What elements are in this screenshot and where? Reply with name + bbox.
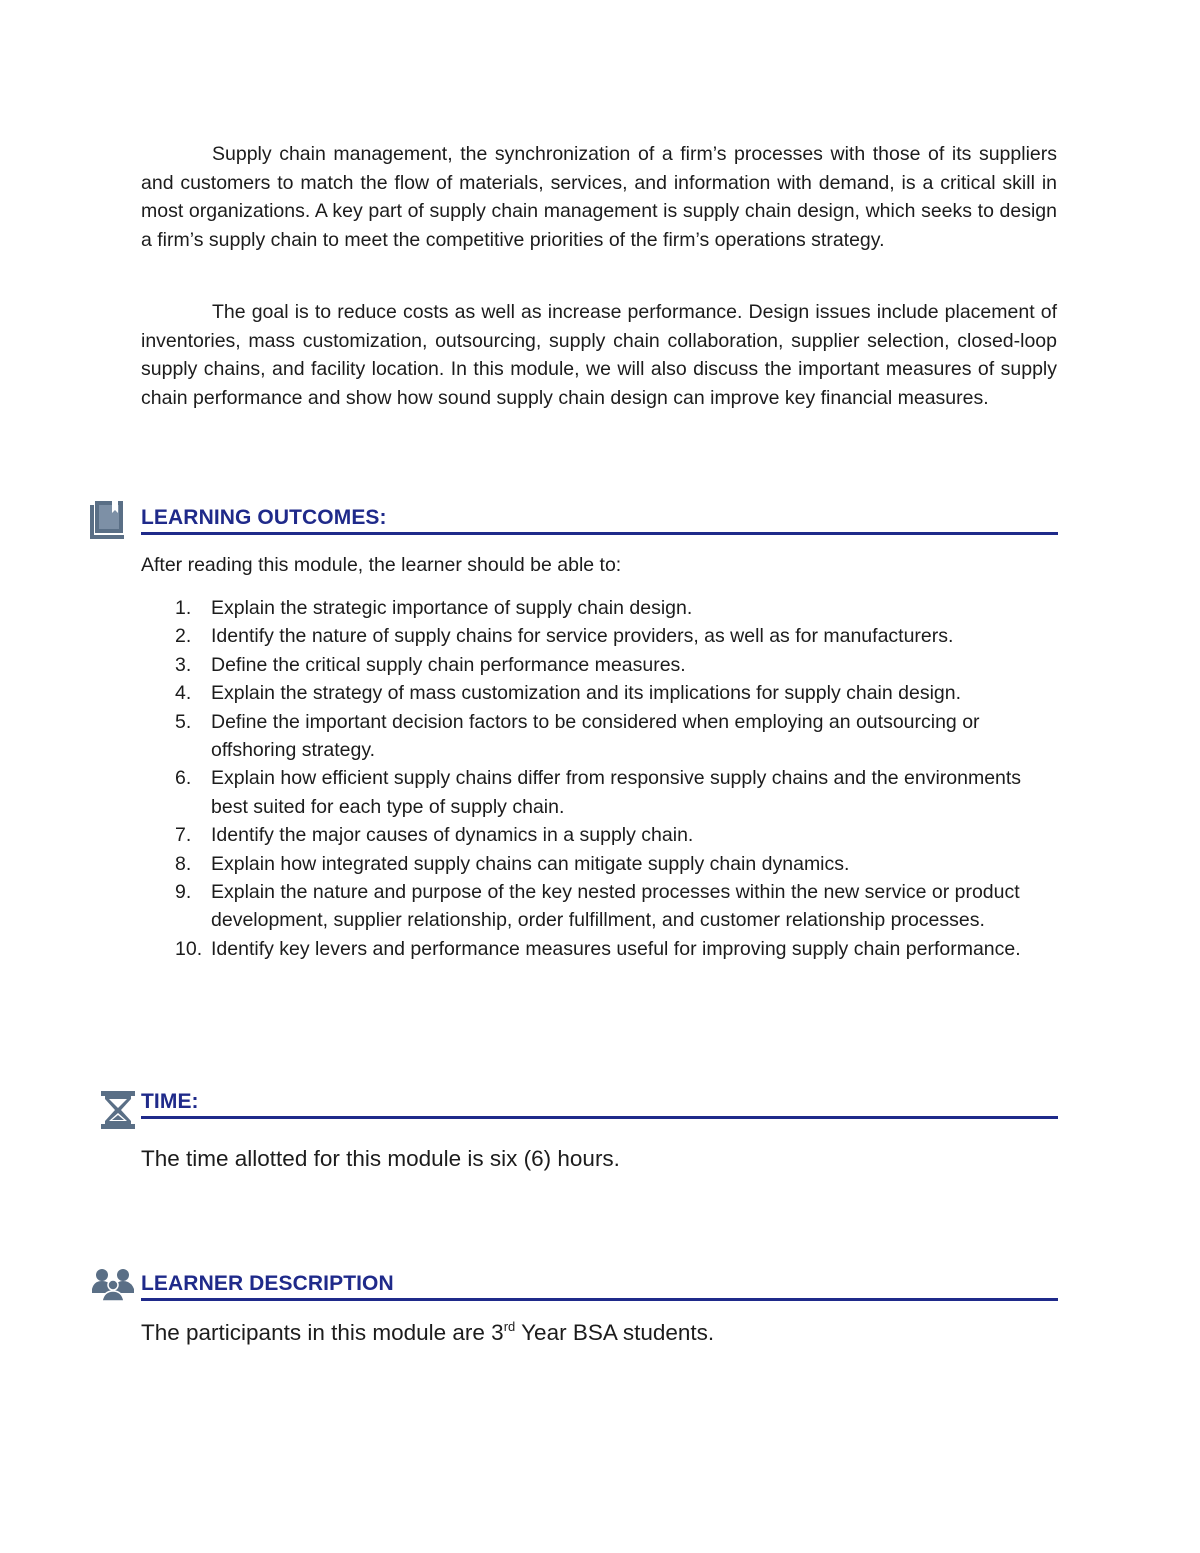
learning-outcome-text: Explain how integrated supply chains can mitigate supply chain dynamics. [211,852,850,875]
learning-outcomes-list [141,594,1057,963]
learning-outcome-number: 5. [175,710,192,733]
learning-outcome-number: 8. [175,852,192,875]
learning-outcome-text: Explain how efficient supply chains differ from responsive supply chains and the environments best suited for each type of supply chain. [211,767,1022,818]
learning-outcome-item [141,821,1057,849]
intro-paragraph-2: The goal is to reduce costs as well as increase performance. Design issues include placement of inventories, mass customization, outsourcing, supply chain collaboration, supplier selection, closed-loop supply chains, and facility location. In this module, we will also discuss the important measures of supply chain performance and show how sound supply chain design can improve key financial measures. [141,301,1057,409]
learning-outcome-item [141,679,1057,707]
learning-outcome-item [141,935,1057,963]
learning-outcome-text: Explain the nature and purpose of the key nested processes within the new service or product development, supplier relationship, order fulfillment, and customer relationship processes. [211,881,1020,932]
learning-outcome-text: Explain the strategic importance of supply chain design. [211,597,693,619]
learner-description-heading [141,1268,1058,1301]
learning-outcome-item [141,594,1057,622]
learning-outcome-item [141,764,1057,821]
learning-outcome-text: Identify the major causes of dynamics in a supply chain. [211,824,694,847]
learning-outcome-number: 3. [175,653,192,676]
learning-outcome-number: 1. [175,597,192,619]
learner-text-after: Year BSA students. [515,1320,715,1345]
learning-outcome-item [141,708,1057,765]
learning-outcome-item [141,622,1057,650]
learning-outcome-item [141,850,1057,878]
time-heading [141,1086,1058,1119]
learner-description-title: LEARNER DESCRIPTION [141,1272,394,1295]
learning-outcome-text: Define the important decision factors to be considered when employing an outsourcing or offshoring strategy. [211,710,980,762]
time-title: TIME: [141,1090,199,1113]
hourglass-icon [99,1089,137,1131]
time-text: The time allotted for this module is six (6) hours. [141,1146,620,1171]
learner-text-superscript: rd [503,1319,516,1334]
learning-outcome-number: 9. [175,881,192,904]
learning-outcome-number: 7. [175,824,192,847]
learning-outcomes-intro: After reading this module, the learner should be able to: [141,554,622,576]
learning-outcome-item [141,651,1057,679]
learning-outcome-number: 10. [175,937,203,960]
learning-outcome-item [141,878,1057,935]
learning-outcome-number: 4. [175,682,192,705]
learner-description-text [141,1318,1057,1348]
learner-text-before: The participants in this module are 3 [141,1320,504,1345]
learning-outcomes-title: LEARNING OUTCOMES: [141,506,387,529]
intro-paragraph-1: Supply chain management, the synchronization of a firm’s processes with those of its suppliers and customers to match the flow of materials, services, and information with demand, is a critical skill in most organizations. A key part of supply chain management is supply chain design, which seeks to design a firm’s supply chain to meet the competitive priorities of the firm’s operations strategy. [141,143,1057,251]
learning-outcome-text: Define the critical supply chain performance measures. [211,653,686,676]
learning-outcome-text: Identify key levers and performance measures useful for improving supply chain performance. [211,937,1021,960]
book-icon [88,499,128,541]
learning-outcomes-heading [141,502,1058,535]
learning-outcome-text: Identify the nature of supply chains for service providers, as well as for manufacturers. [211,625,954,648]
learning-outcome-number: 2. [175,625,192,648]
learning-outcome-text: Explain the strategy of mass customization and its implications for supply chain design. [211,682,962,705]
people-icon [90,1267,136,1303]
learning-outcome-number: 6. [175,767,192,790]
